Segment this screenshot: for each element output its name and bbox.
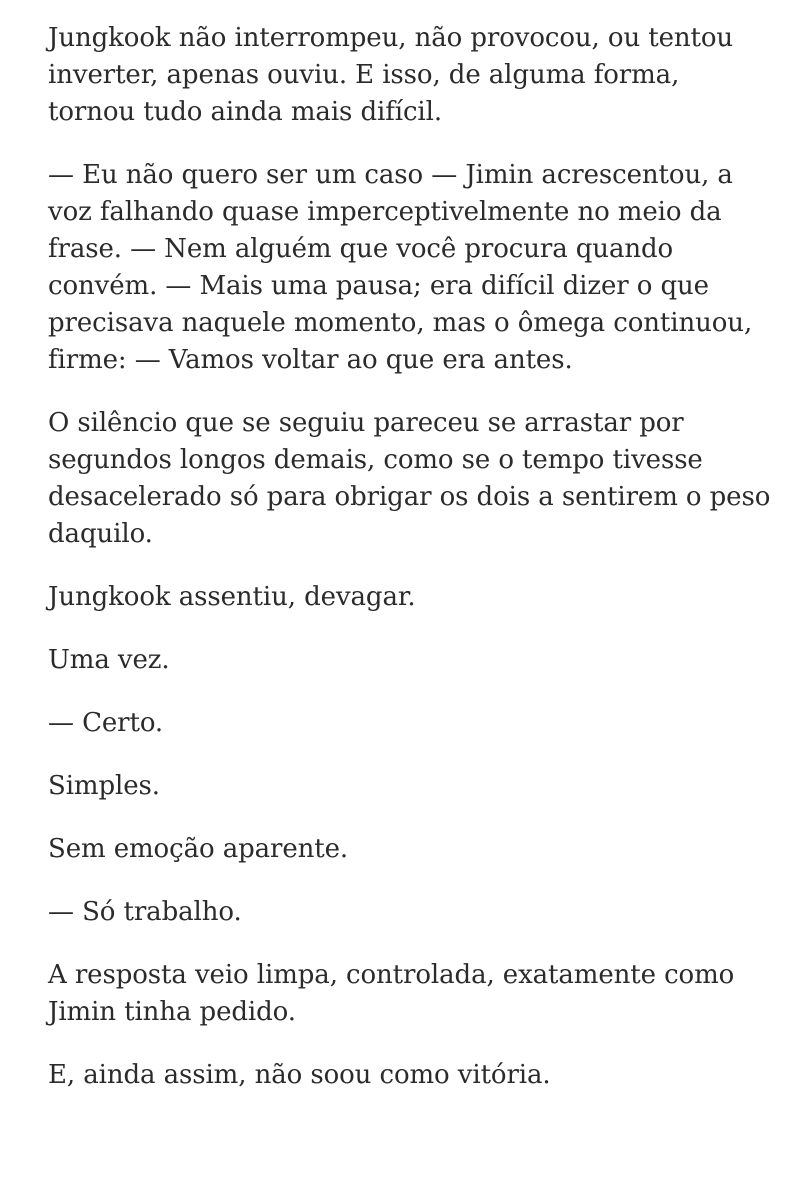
paragraph-11: E, ainda assim, não soou como vitória. bbox=[48, 1060, 551, 1090]
paragraph-7: Simples. bbox=[48, 771, 160, 801]
paragraph-1: Jungkook não interrompeu, não provocou, ou tentou inverter, apenas ouviu. E isso, de alguma forma, tornou tudo ainda mais difícil. bbox=[48, 23, 734, 127]
paragraph-10: A resposta veio limpa, controlada, exatamente como Jimin tinha pedido. bbox=[48, 960, 735, 1027]
paragraph-2: — Eu não quero ser um caso — Jimin acrescentou, a voz falhando quase imperceptivelmente no meio da frase. — Nem alguém que você procura quando convém. — Mais uma pausa; era difícil dizer o que precisava naquele momento, mas o ômega continuou, firme: — Vamos voltar ao que era antes. bbox=[48, 160, 753, 375]
paragraph-4: Jungkook assentiu, devagar. bbox=[48, 582, 416, 612]
paragraph-5: Uma vez. bbox=[48, 645, 170, 675]
paragraph-9: — Só trabalho. bbox=[48, 897, 242, 927]
paragraph-6: — Certo. bbox=[48, 708, 164, 738]
paragraph-3: O silêncio que se seguiu pareceu se arrastar por segundos longos demais, como se o tempo tivesse desacelerado só para obrigar os dois a sentirem o peso daquilo. bbox=[48, 408, 771, 549]
paragraph-8: Sem emoção aparente. bbox=[48, 834, 349, 864]
